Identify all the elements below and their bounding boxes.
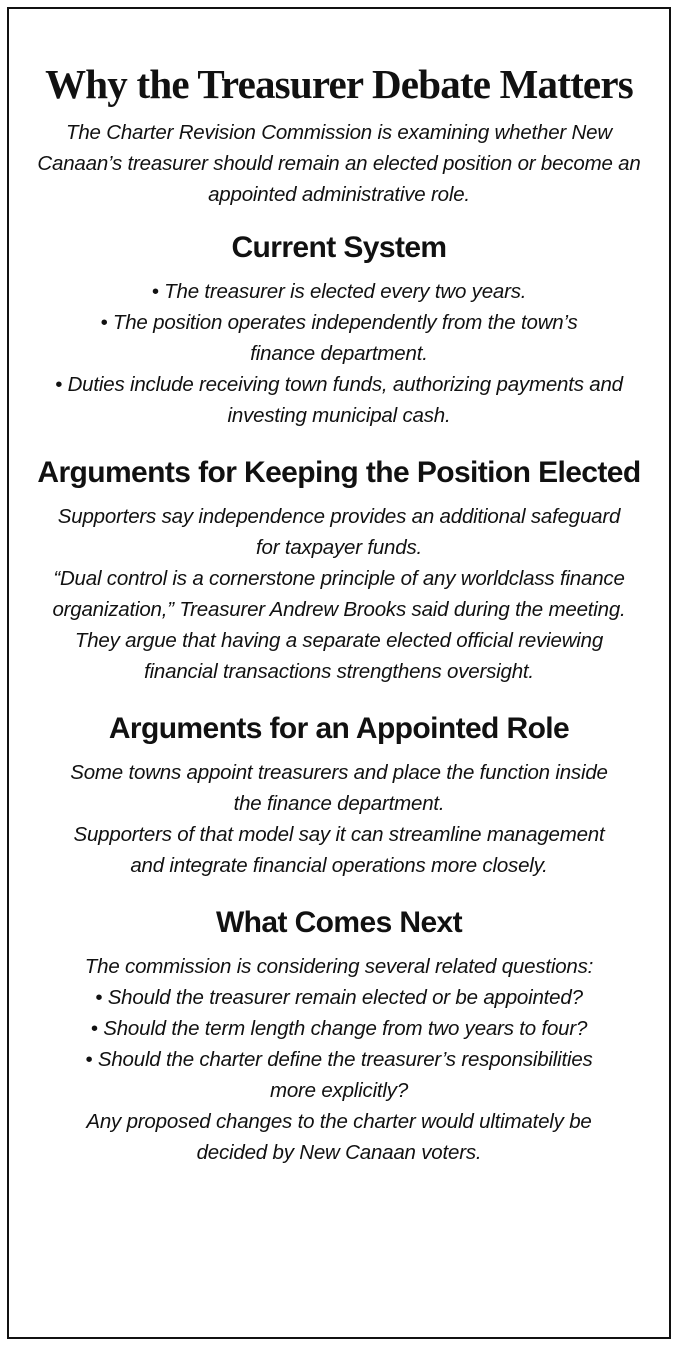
bullet-item: • The treasurer is elected every two years. [151, 280, 527, 303]
section-body-appointed-role [23, 757, 655, 881]
section-heading-what-comes-next: What Comes Next [215, 906, 463, 939]
paragraph-line: Some towns appoint treasurers and place the function inside the finance department. [70, 761, 608, 815]
section-body-what-comes-next [23, 951, 655, 1168]
paragraph-line: The commission is considering several related questions: [84, 955, 594, 978]
bullet-item: • Should the term length change from two years to four? [90, 1017, 588, 1040]
quote-line: “Dual control is a cornerstone principle of any worldclass finance organization,” Treasurer Andrew Brooks said during the meeting. [52, 567, 626, 621]
infobox [7, 7, 671, 1339]
bullet-item: • Should the treasurer remain elected or be appointed? [95, 986, 583, 1009]
section-heading-appointed-role: Arguments for an Appointed Role [108, 712, 570, 745]
section-heading-keep-elected: Arguments for Keeping the Position Elected [37, 456, 641, 489]
section-body-current-system [23, 276, 655, 431]
bullet-item: • Duties include receiving town funds, authorizing payments and investing municipal cash. [55, 373, 623, 427]
section-heading-current-system: Current System [231, 231, 447, 264]
intro-paragraph [23, 117, 655, 210]
infobox-title: Why the Treasurer Debate Matters [45, 61, 633, 107]
section-body-keep-elected [23, 501, 655, 687]
intro-text: The Charter Revision Commission is examining whether New Canaan’s treasurer should remain an elected position or become an appointed administrative role. [37, 121, 641, 206]
paragraph-line: Supporters say independence provides an additional safeguard for taxpayer funds. [57, 505, 621, 559]
paragraph-line: Supporters of that model say it can streamline management and integrate financial operations more closely. [73, 823, 605, 877]
bullet-item: • Should the charter define the treasurer’s responsibilities more explicitly? [85, 1048, 593, 1102]
closing-text: Any proposed changes to the charter would ultimately be decided by New Canaan voters. [86, 1110, 592, 1164]
bullet-item: • The position operates independently from the town’s finance department. [100, 311, 578, 365]
paragraph-line: They argue that having a separate elected official reviewing financial transactions strengthens oversight. [74, 629, 604, 683]
